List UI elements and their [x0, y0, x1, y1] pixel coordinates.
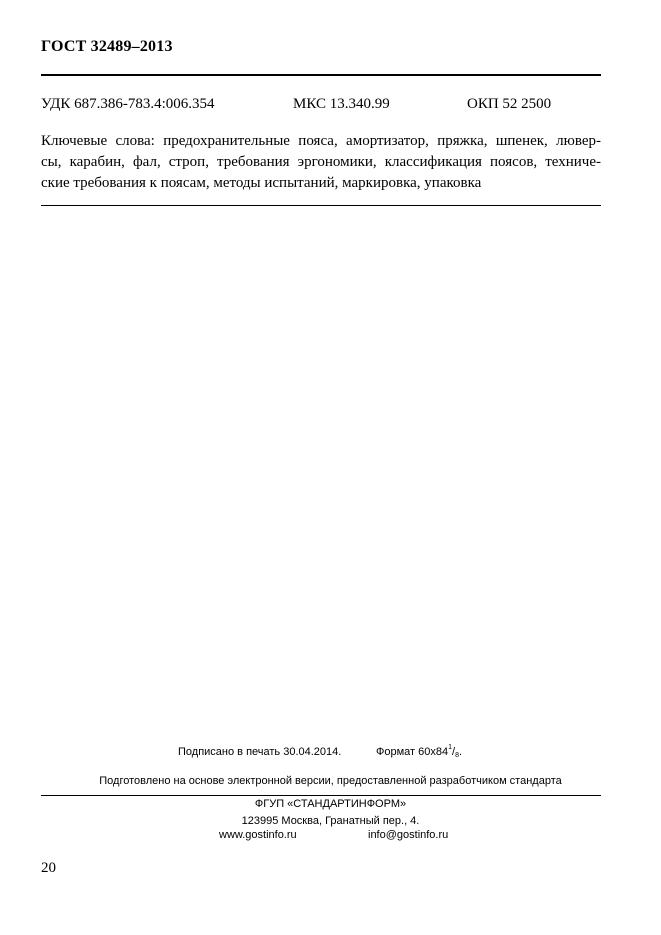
publisher-website[interactable]: www.gostinfo.ru — [219, 829, 297, 841]
mks-code: МКС 13.340.99 — [293, 96, 390, 112]
keywords-block — [41, 131, 601, 194]
paper-format-denominator: 8 — [455, 752, 459, 759]
keywords-line: ские требования к поясам, методы испытаний, маркировка, упаковка — [41, 175, 482, 191]
prepared-note: Подготовлено на основе электронной версии, предоставленной разработчиком стандарта — [99, 775, 562, 787]
keywords-divider — [41, 205, 601, 206]
keywords-line: сы, карабин, фал, строп, требования эргономики, классификация поясов, техниче- — [41, 154, 601, 170]
standard-header: ГОСТ 32489–2013 — [41, 38, 173, 55]
paper-format-label: Формат 60x84 — [376, 746, 449, 758]
publisher-name: ФГУП «СТАНДАРТИНФОРМ» — [254, 798, 407, 810]
publisher-email[interactable]: info@gostinfo.ru — [368, 829, 449, 841]
paper-format-numerator: 1 — [448, 744, 453, 751]
page-number: 20 — [41, 860, 56, 876]
udk-code: УДК 687.386-783.4:006.354 — [41, 96, 215, 112]
signed-date: Подписано в печать 30.04.2014. — [178, 746, 342, 758]
paper-format: Формат $60x84^1/_8$. — [376, 744, 463, 759]
paper-format-end: . — [458, 746, 463, 758]
keywords-line: Ключевые слова: предохранительные пояса, амортизатор, пряжка, шпенек, лювер- — [41, 133, 601, 149]
header-divider — [41, 74, 601, 76]
publisher-address: 123995 Москва, Гранатный пер., 4. — [241, 815, 420, 827]
okp-code: ОКП 52 2500 — [467, 96, 552, 112]
imprint-divider — [41, 795, 601, 796]
